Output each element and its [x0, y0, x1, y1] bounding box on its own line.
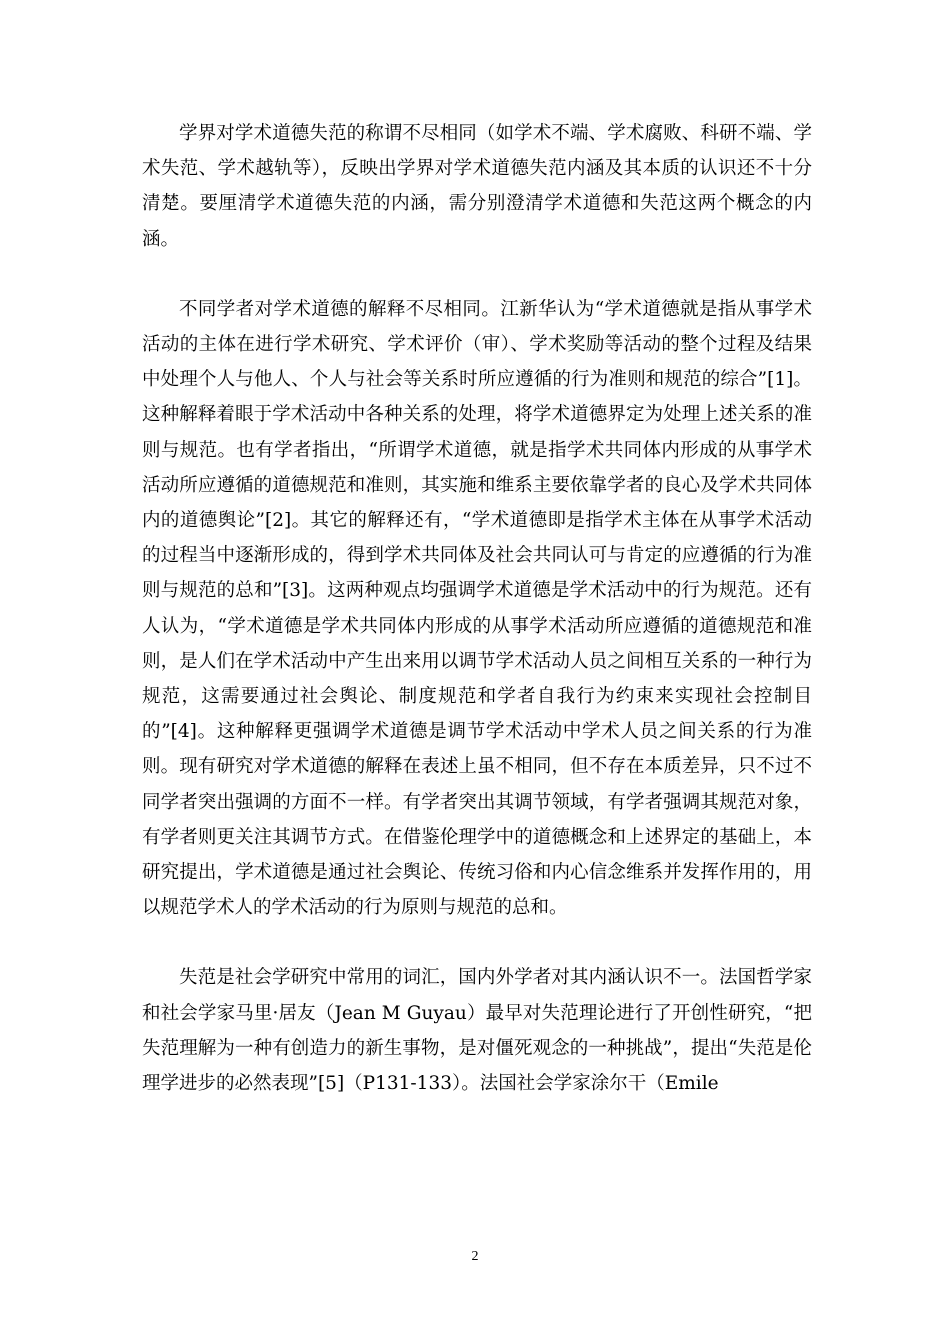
paragraph-2: 不同学者对学术道德的解释不尽相同。江新华认为“学术道德就是指从事学术活动的主体在进行学术研究、学术评价（审）、学术奖励等活动的整个过程及结果中处理个人与他人、个人与社会等关系时所应遵循的行为准则和规范的综合”[1]。这种解释着眼于学术活动中各种关系的处理，将学术道德界定为处理上述关系的准则与规范。也有学者指出，“所谓学术道德，就是指学术共同体内形成的从事学术活动所应遵循的道德规范和准则，其实施和维系主要依靠学者的良心及学术共同体内的道德舆论”[2]。其它的解释还有，“学术道德即是指学术主体在从事学术活动的过程当中逐渐形成的，得到学术共同体及社会共同认可与肯定的应遵循的行为准则与规范的总和”[3]。这两种观点均强调学术道德是学术活动中的行为规范。还有人认为，“学术道德是学术共同体内形成的从事学术活动所应遵循的道德规范和准则，是人们在学术活动中产生出来用以调节学术活动人员之间相互关系的一种行为规范，这需要通过社会舆论、制度规范和学者自我行为约束来实现社会控制目的”[4]。这种解释更强调学术道德是调节学术活动中学术人员之间关系的行为准则。现有研究对学术道德的解释在表述上虽不相同，但不存在本质差异，只不过不同学者突出强调的方面不一样。有学者突出其调节领域，有学者强调其规范对象，有学者则更关注其调节方式。在借鉴伦理学中的道德概念和上述界定的基础上，本研究提出，学术道德是通过社会舆论、传统习俗和内心信念维系并发挥作用的，用以规范学术人的学术活动的行为原则与规范的总和。: [142, 298, 812, 919]
paragraph-3: 失范是社会学研究中常用的词汇，国内外学者对其内涵认识不一。法国哲学家和社会学家马里·居友（Jean M Guyau）最早对失范理论进行了开创性研究，“把失范理解为一种有创造力的新生事物，是对僵死观念的一种挑战”，提出“失范是伦理学进步的必然表现”[5]（P131-133）。法国社会学家涂尔干（Emile: [142, 967, 812, 1095]
document-body: [142, 116, 812, 1136]
page-number: 2: [471, 1249, 479, 1264]
paragraph-1: 学界对学术道德失范的称谓不尽相同（如学术不端、学术腐败、科研不端、学术失范、学术越轨等），反映出学界对学术道德失范内涵及其本质的认识还不十分清楚。要厘清学术道德失范的内涵，需分别澄清学术道德和失范这两个概念的内涵。: [142, 123, 812, 250]
